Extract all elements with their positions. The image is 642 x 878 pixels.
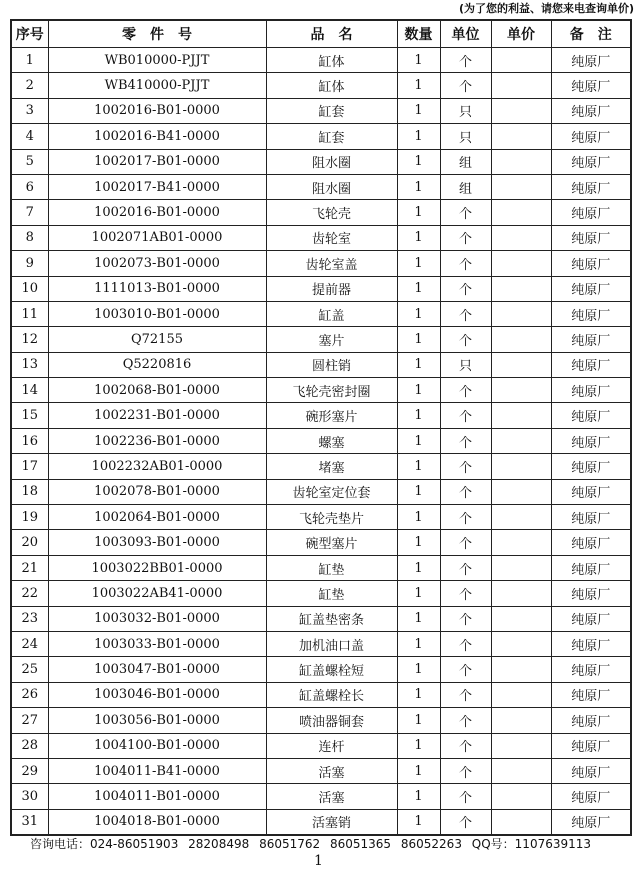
table-row xyxy=(11,606,631,631)
row-part-no: 1003093-B01-0000 xyxy=(48,530,266,555)
table-row xyxy=(11,809,631,835)
row-price xyxy=(491,48,551,73)
row-unit: 个 xyxy=(440,428,491,453)
row-unit: 个 xyxy=(440,327,491,352)
row-part-no: 1004018-B01-0000 xyxy=(48,809,266,835)
row-price xyxy=(491,174,551,199)
row-qty: 1 xyxy=(397,784,440,809)
row-name: 齿轮室盖 xyxy=(266,251,397,276)
row-part-no: Q72155 xyxy=(48,327,266,352)
page-number: 1 xyxy=(314,853,323,869)
row-remark: 纯原厂 xyxy=(551,327,631,352)
row-remark: 纯原厂 xyxy=(551,733,631,758)
row-unit: 个 xyxy=(440,682,491,707)
row-name: 活塞 xyxy=(266,784,397,809)
row-qty: 1 xyxy=(397,378,440,403)
header-part-no: 零 件 号 xyxy=(48,20,266,48)
row-remark: 纯原厂 xyxy=(551,301,631,326)
row-name: 堵塞 xyxy=(266,454,397,479)
table-row xyxy=(11,149,631,174)
row-part-no: 1004011-B01-0000 xyxy=(48,784,266,809)
row-no: 20 xyxy=(11,530,48,555)
row-name: 飞轮壳垫片 xyxy=(266,505,397,530)
header-no: 序号 xyxy=(11,20,48,48)
row-remark: 纯原厂 xyxy=(551,225,631,250)
row-unit: 个 xyxy=(440,657,491,682)
row-name: 缸套 xyxy=(266,98,397,123)
table-row xyxy=(11,581,631,606)
table-row xyxy=(11,174,631,199)
row-price xyxy=(491,581,551,606)
row-name: 碗形塞片 xyxy=(266,403,397,428)
phone-number: 024-86051903 xyxy=(90,837,179,851)
row-remark: 纯原厂 xyxy=(551,73,631,98)
row-part-no: 1003032-B01-0000 xyxy=(48,606,266,631)
row-unit: 个 xyxy=(440,606,491,631)
row-no: 21 xyxy=(11,555,48,580)
row-remark: 纯原厂 xyxy=(551,758,631,783)
row-part-no: 1003022AB41-0000 xyxy=(48,581,266,606)
row-unit: 个 xyxy=(440,809,491,835)
row-part-no: 1004011-B41-0000 xyxy=(48,758,266,783)
row-price xyxy=(491,225,551,250)
row-qty: 1 xyxy=(397,733,440,758)
row-name: 缸盖螺栓短 xyxy=(266,657,397,682)
row-part-no: 1002232AB01-0000 xyxy=(48,454,266,479)
row-unit: 个 xyxy=(440,225,491,250)
row-unit: 个 xyxy=(440,505,491,530)
table-row xyxy=(11,327,631,352)
row-name: 圆柱销 xyxy=(266,352,397,377)
row-name: 缸垫 xyxy=(266,555,397,580)
row-qty: 1 xyxy=(397,809,440,835)
row-name: 缸体 xyxy=(266,48,397,73)
row-price xyxy=(491,301,551,326)
row-remark: 纯原厂 xyxy=(551,682,631,707)
row-unit: 个 xyxy=(440,784,491,809)
row-price xyxy=(491,454,551,479)
row-price xyxy=(491,708,551,733)
row-name: 塞片 xyxy=(266,327,397,352)
row-part-no: 1002068-B01-0000 xyxy=(48,378,266,403)
row-part-no: 1002017-B41-0000 xyxy=(48,174,266,199)
row-unit: 个 xyxy=(440,631,491,656)
table-row xyxy=(11,555,631,580)
row-price xyxy=(491,758,551,783)
table-row xyxy=(11,505,631,530)
row-unit: 个 xyxy=(440,708,491,733)
row-name: 碗型塞片 xyxy=(266,530,397,555)
row-remark: 纯原厂 xyxy=(551,631,631,656)
table-header-row xyxy=(11,20,631,48)
row-qty: 1 xyxy=(397,428,440,453)
row-no: 3 xyxy=(11,98,48,123)
row-unit: 个 xyxy=(440,301,491,326)
table-row xyxy=(11,454,631,479)
table-row xyxy=(11,530,631,555)
row-part-no: 1002078-B01-0000 xyxy=(48,479,266,504)
row-remark: 纯原厂 xyxy=(551,200,631,225)
phone-number: 86051365 xyxy=(329,837,392,851)
row-unit: 个 xyxy=(440,48,491,73)
row-qty: 1 xyxy=(397,276,440,301)
row-qty: 1 xyxy=(397,505,440,530)
row-name: 连杆 xyxy=(266,733,397,758)
row-part-no: 1002071AB01-0000 xyxy=(48,225,266,250)
row-name: 缸盖垫密条 xyxy=(266,606,397,631)
row-name: 缸盖螺栓长 xyxy=(266,682,397,707)
row-unit: 个 xyxy=(440,403,491,428)
row-name: 喷油器铜套 xyxy=(266,708,397,733)
table-row xyxy=(11,124,631,149)
row-no: 9 xyxy=(11,251,48,276)
table-row xyxy=(11,378,631,403)
table-row xyxy=(11,708,631,733)
table-row xyxy=(11,403,631,428)
row-qty: 1 xyxy=(397,98,440,123)
row-no: 27 xyxy=(11,708,48,733)
row-no: 1 xyxy=(11,48,48,73)
row-no: 11 xyxy=(11,301,48,326)
row-remark: 纯原厂 xyxy=(551,581,631,606)
table-row xyxy=(11,48,631,73)
row-price xyxy=(491,606,551,631)
row-no: 5 xyxy=(11,149,48,174)
row-part-no: 1003010-B01-0000 xyxy=(48,301,266,326)
row-name: 活塞 xyxy=(266,758,397,783)
row-qty: 1 xyxy=(397,581,440,606)
row-price xyxy=(491,98,551,123)
table-row xyxy=(11,682,631,707)
table-row xyxy=(11,98,631,123)
row-unit: 只 xyxy=(440,352,491,377)
row-qty: 1 xyxy=(397,327,440,352)
row-remark: 纯原厂 xyxy=(551,479,631,504)
row-unit: 个 xyxy=(440,200,491,225)
row-remark: 纯原厂 xyxy=(551,454,631,479)
row-qty: 1 xyxy=(397,758,440,783)
row-no: 18 xyxy=(11,479,48,504)
row-name: 活塞销 xyxy=(266,809,397,835)
row-no: 16 xyxy=(11,428,48,453)
row-unit: 组 xyxy=(440,149,491,174)
row-price xyxy=(491,428,551,453)
row-remark: 纯原厂 xyxy=(551,530,631,555)
row-no: 6 xyxy=(11,174,48,199)
row-no: 17 xyxy=(11,454,48,479)
row-price xyxy=(491,505,551,530)
row-remark: 纯原厂 xyxy=(551,606,631,631)
header-remark: 备 注 xyxy=(551,20,631,48)
table-row xyxy=(11,352,631,377)
row-qty: 1 xyxy=(397,682,440,707)
header-price: 单价 xyxy=(491,20,551,48)
row-part-no: 1002016-B41-0000 xyxy=(48,124,266,149)
table-row xyxy=(11,758,631,783)
phone-number: 86051762 xyxy=(259,837,321,851)
row-qty: 1 xyxy=(397,708,440,733)
row-part-no: 1002231-B01-0000 xyxy=(48,403,266,428)
row-remark: 纯原厂 xyxy=(551,48,631,73)
phone-label: 咨询电话： xyxy=(30,837,91,851)
row-name: 加机油口盖 xyxy=(266,631,397,656)
row-qty: 1 xyxy=(397,606,440,631)
row-part-no: 1002016-B01-0000 xyxy=(48,98,266,123)
row-remark: 纯原厂 xyxy=(551,708,631,733)
row-no: 30 xyxy=(11,784,48,809)
row-remark: 纯原厂 xyxy=(551,555,631,580)
row-part-no: 1111013-B01-0000 xyxy=(48,276,266,301)
row-remark: 纯原厂 xyxy=(551,657,631,682)
row-qty: 1 xyxy=(397,479,440,504)
row-qty: 1 xyxy=(397,73,440,98)
row-price xyxy=(491,124,551,149)
row-name: 螺塞 xyxy=(266,428,397,453)
row-name: 阻水圈 xyxy=(266,149,397,174)
row-name: 飞轮壳 xyxy=(266,200,397,225)
row-unit: 个 xyxy=(440,378,491,403)
row-remark: 纯原厂 xyxy=(551,784,631,809)
row-qty: 1 xyxy=(397,454,440,479)
row-price xyxy=(491,251,551,276)
row-remark: 纯原厂 xyxy=(551,403,631,428)
row-no: 31 xyxy=(11,809,48,835)
row-unit: 个 xyxy=(440,758,491,783)
row-part-no: 1002073-B01-0000 xyxy=(48,251,266,276)
row-no: 10 xyxy=(11,276,48,301)
row-remark: 纯原厂 xyxy=(551,149,631,174)
row-qty: 1 xyxy=(397,48,440,73)
row-price xyxy=(491,149,551,174)
row-qty: 1 xyxy=(397,301,440,326)
row-unit: 组 xyxy=(440,174,491,199)
row-name: 缸体 xyxy=(266,73,397,98)
row-part-no: WB410000-PJJT xyxy=(48,73,266,98)
row-no: 24 xyxy=(11,631,48,656)
row-unit: 个 xyxy=(440,276,491,301)
row-part-no: WB010000-PJJT xyxy=(48,48,266,73)
row-no: 25 xyxy=(11,657,48,682)
phone-number: 28208498 xyxy=(188,837,250,851)
row-qty: 1 xyxy=(397,555,440,580)
row-price xyxy=(491,403,551,428)
row-price xyxy=(491,733,551,758)
table-row xyxy=(11,657,631,682)
row-remark: 纯原厂 xyxy=(551,174,631,199)
row-part-no: 1002064-B01-0000 xyxy=(48,505,266,530)
row-unit: 个 xyxy=(440,479,491,504)
price-inquiry-note: (为了您的利益、请您来电查询单价) xyxy=(458,2,634,15)
row-no: 7 xyxy=(11,200,48,225)
row-part-no: 1002236-B01-0000 xyxy=(48,428,266,453)
phone-number: 86052263 xyxy=(400,837,462,851)
contact-line xyxy=(30,835,597,852)
row-remark: 纯原厂 xyxy=(551,251,631,276)
row-price xyxy=(491,73,551,98)
table-row xyxy=(11,784,631,809)
row-price xyxy=(491,555,551,580)
row-price xyxy=(491,657,551,682)
header-name: 品 名 xyxy=(266,20,397,48)
header-qty: 数量 xyxy=(397,20,440,48)
table-row xyxy=(11,251,631,276)
row-unit: 只 xyxy=(440,98,491,123)
row-remark: 纯原厂 xyxy=(551,809,631,835)
row-no: 19 xyxy=(11,505,48,530)
row-part-no: 1002017-B01-0000 xyxy=(48,149,266,174)
row-unit: 个 xyxy=(440,555,491,580)
row-qty: 1 xyxy=(397,149,440,174)
row-part-no: 1003046-B01-0000 xyxy=(48,682,266,707)
row-unit: 个 xyxy=(440,733,491,758)
row-name: 缸盖 xyxy=(266,301,397,326)
row-no: 8 xyxy=(11,225,48,250)
row-part-no: 1002016-B01-0000 xyxy=(48,200,266,225)
table-row xyxy=(11,733,631,758)
row-part-no: Q5220816 xyxy=(48,352,266,377)
row-price xyxy=(491,631,551,656)
row-remark: 纯原厂 xyxy=(551,428,631,453)
row-remark: 纯原厂 xyxy=(551,98,631,123)
table-row xyxy=(11,73,631,98)
row-part-no: 1003033-B01-0000 xyxy=(48,631,266,656)
row-part-no: 1003022BB01-0000 xyxy=(48,555,266,580)
row-no: 22 xyxy=(11,581,48,606)
row-name: 缸垫 xyxy=(266,581,397,606)
row-qty: 1 xyxy=(397,174,440,199)
row-qty: 1 xyxy=(397,403,440,428)
row-unit: 个 xyxy=(440,73,491,98)
row-part-no: 1003056-B01-0000 xyxy=(48,708,266,733)
header-unit: 单位 xyxy=(440,20,491,48)
row-no: 4 xyxy=(11,124,48,149)
row-no: 12 xyxy=(11,327,48,352)
row-no: 15 xyxy=(11,403,48,428)
table-row xyxy=(11,200,631,225)
table-row xyxy=(11,479,631,504)
row-price xyxy=(491,809,551,835)
row-name: 阻水圈 xyxy=(266,174,397,199)
row-price xyxy=(491,530,551,555)
table-body xyxy=(11,48,631,836)
row-no: 26 xyxy=(11,682,48,707)
row-remark: 纯原厂 xyxy=(551,276,631,301)
row-qty: 1 xyxy=(397,200,440,225)
row-qty: 1 xyxy=(397,530,440,555)
row-name: 齿轮室 xyxy=(266,225,397,250)
row-name: 齿轮室定位套 xyxy=(266,479,397,504)
row-qty: 1 xyxy=(397,251,440,276)
table-row xyxy=(11,428,631,453)
row-qty: 1 xyxy=(397,225,440,250)
row-no: 13 xyxy=(11,352,48,377)
row-unit: 个 xyxy=(440,454,491,479)
row-unit: 个 xyxy=(440,251,491,276)
row-price xyxy=(491,784,551,809)
table-row xyxy=(11,301,631,326)
qq-number: QQ号：1107639113 xyxy=(471,837,592,851)
row-price xyxy=(491,479,551,504)
row-remark: 纯原厂 xyxy=(551,352,631,377)
row-price xyxy=(491,276,551,301)
table-row xyxy=(11,225,631,250)
row-qty: 1 xyxy=(397,352,440,377)
row-no: 29 xyxy=(11,758,48,783)
row-price xyxy=(491,352,551,377)
row-unit: 个 xyxy=(440,581,491,606)
row-no: 2 xyxy=(11,73,48,98)
row-unit: 只 xyxy=(440,124,491,149)
row-no: 14 xyxy=(11,378,48,403)
row-qty: 1 xyxy=(397,124,440,149)
row-part-no: 1004100-B01-0000 xyxy=(48,733,266,758)
row-price xyxy=(491,327,551,352)
row-no: 28 xyxy=(11,733,48,758)
table-row xyxy=(11,631,631,656)
row-part-no: 1003047-B01-0000 xyxy=(48,657,266,682)
row-remark: 纯原厂 xyxy=(551,378,631,403)
row-qty: 1 xyxy=(397,631,440,656)
table-row xyxy=(11,276,631,301)
row-name: 飞轮壳密封圈 xyxy=(266,378,397,403)
row-remark: 纯原厂 xyxy=(551,124,631,149)
row-qty: 1 xyxy=(397,657,440,682)
row-unit: 个 xyxy=(440,530,491,555)
row-price xyxy=(491,378,551,403)
row-price xyxy=(491,200,551,225)
row-price xyxy=(491,682,551,707)
row-name: 缸套 xyxy=(266,124,397,149)
row-remark: 纯原厂 xyxy=(551,505,631,530)
row-no: 23 xyxy=(11,606,48,631)
parts-table xyxy=(10,19,632,836)
row-name: 提前器 xyxy=(266,276,397,301)
